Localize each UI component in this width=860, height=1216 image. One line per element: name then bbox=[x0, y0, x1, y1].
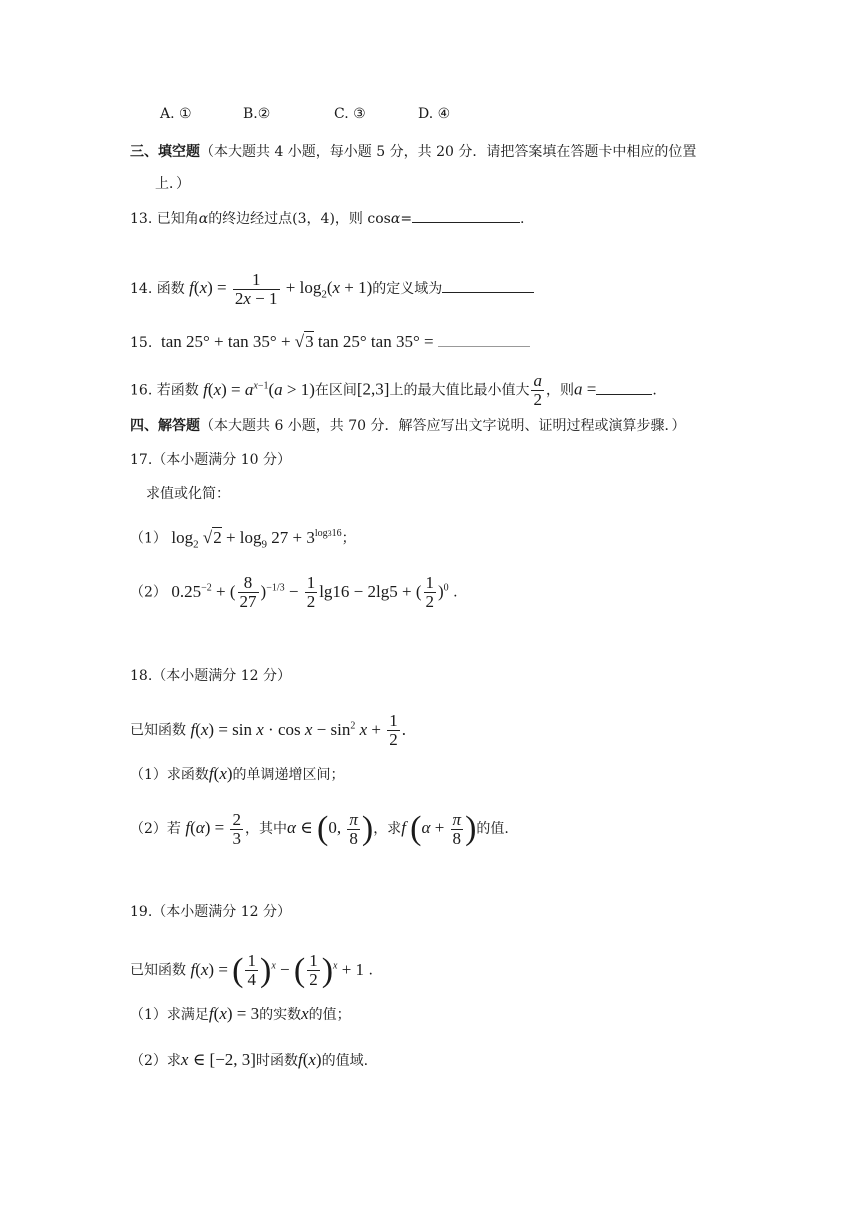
q16-number: 16. bbox=[130, 382, 153, 399]
question-14 bbox=[130, 268, 534, 314]
q19-formula: f(x) = ( $\frac{1}{4}$ )$^x$ − ( $\frac{1}{2}$ )$^x$ + 1 bbox=[190, 951, 365, 990]
question-16: 16. 若函数 $f(x) = a^{x-1}(a > 1)$在区间[2,3]上的最大值比最小值大 $\frac{a}{2}$ ，则a = . bbox=[130, 371, 657, 410]
q16-var-a: a bbox=[573, 379, 583, 399]
q17-header: 17.（本小题满分 10 分） bbox=[130, 452, 291, 468]
q18-p2-c: ，求 bbox=[373, 821, 402, 837]
q14-number: 14. bbox=[130, 281, 153, 297]
q15-number: 15. bbox=[130, 335, 153, 351]
q13-answer-blank[interactable] bbox=[412, 208, 520, 223]
q19-p1-eq: f(x) = 3 bbox=[208, 1004, 260, 1023]
q17-p1-formula: $\log_2 √2 + \log_9 27 + 3^{log316}$ bbox=[171, 527, 342, 551]
q19-part1 bbox=[130, 1004, 351, 1025]
option-a: A. ① bbox=[160, 106, 192, 122]
option-d: D. ④ bbox=[418, 106, 451, 122]
q17-part2: （2） $0.25^{-2}$ + ( $\frac{8}{27}$ )$^{-1/3}$ − $\frac{1}{2}$ lg16 − 2lg5 + ( $\frac{1}{2}$ )$^0$ . bbox=[130, 573, 458, 612]
q19-p2-c: 的值域. bbox=[321, 1053, 369, 1069]
q16-interval: [2,3] bbox=[356, 379, 390, 399]
option-c: C. ③ bbox=[334, 106, 366, 122]
q18-function bbox=[130, 706, 406, 751]
q18-p2-eq: f(α) = $\frac{2}{3}$ bbox=[185, 809, 241, 848]
q19-p1-c: 的值； bbox=[308, 1007, 351, 1023]
q15-answer-blank[interactable] bbox=[438, 332, 530, 347]
q14-lead: 函数 bbox=[156, 281, 185, 297]
q18-formula: $f(x) = \sin x \cdot \cos x - \sin^2 x$ + $\frac{1}{2}$ . bbox=[190, 711, 406, 750]
q18-p1-a: （1）求函数 bbox=[130, 767, 209, 783]
section4-title: 四、解答题 bbox=[130, 418, 200, 434]
section4-note: （本大题共 6 小题，共 70 分．解答应写出文字说明、证明过程或演算步骤．） bbox=[200, 418, 686, 434]
q19-p2-b: 时函数 bbox=[255, 1053, 298, 1069]
q18-part1 bbox=[130, 764, 345, 785]
q13-number: 13. bbox=[130, 211, 153, 227]
q18-lead: 已知函数 bbox=[130, 722, 186, 739]
q17-part1: （1） $\log_2 √2 + \log_9 27 + 3^{log316}$； bbox=[130, 527, 356, 551]
q19-p1-x: x bbox=[301, 1004, 309, 1023]
q18-header: 18.（本小题满分 12 分） bbox=[130, 668, 291, 684]
q16-answer-blank[interactable] bbox=[596, 380, 652, 395]
section4-header bbox=[130, 416, 686, 436]
q18-p2-domain: α ∈ (0, $\frac{\pi}{8}$ ) bbox=[286, 809, 374, 848]
q13-alpha: α bbox=[198, 211, 209, 227]
q18-p1-fx: f(x) bbox=[208, 764, 233, 783]
q19-function: 已知函数 f(x) = ( $\frac{1}{4}$ )$^x$ − ( $\frac{1}{2}$ )$^x$ + 1 . bbox=[130, 951, 373, 990]
q14-tail: 的定义域为 bbox=[372, 281, 443, 297]
q16-lead: 若函数 bbox=[156, 382, 199, 399]
q16-fraction: $\frac{a}{2}$ bbox=[533, 371, 542, 410]
q17-p2-label: （2） bbox=[130, 584, 167, 601]
q17-p1-label: （1） bbox=[130, 530, 167, 547]
q13-alpha-2: α bbox=[390, 211, 401, 227]
q17-intro: 求值或化简： bbox=[146, 486, 230, 502]
q13-end: . bbox=[520, 211, 525, 227]
question-15 bbox=[130, 332, 530, 353]
q19-p2-a: （2）求 bbox=[130, 1053, 181, 1069]
q18-p1-b: 的单调递增区间； bbox=[232, 767, 345, 783]
section3-note-cont: 上．） bbox=[155, 176, 190, 192]
section3-note: （本大题共 4 小题，每小题 5 分，共 20 分．请把答案填在答题卡中相应的位置 bbox=[200, 144, 697, 160]
q18-p2-target: f (α + $\frac{\pi}{8}$ ) bbox=[401, 809, 477, 848]
q16-mid2: 上的最大值比最小值大 bbox=[389, 382, 530, 399]
section3-title: 三、填空题 bbox=[130, 144, 200, 160]
q19-p1-a: （1）求满足 bbox=[130, 1007, 209, 1023]
q14-answer-blank[interactable] bbox=[442, 278, 534, 293]
question-13 bbox=[130, 208, 525, 229]
q19-p1-b: 的实数 bbox=[259, 1007, 302, 1023]
q18-p2-a: （2）若 bbox=[130, 821, 181, 837]
q18-p2-b: ，其中 bbox=[244, 821, 287, 837]
q16-mid3: ，则 bbox=[545, 382, 574, 399]
q19-header: 19.（本小题满分 12 分） bbox=[130, 904, 291, 920]
q13-text-a: 已知角 bbox=[156, 211, 199, 227]
q19-p2-domain: x ∈ [−2, 3] bbox=[180, 1050, 256, 1069]
q15-formula: tan 25° + tan 35° + √3 tan 25° tan 35° = bbox=[156, 332, 434, 351]
q16-end: . bbox=[652, 382, 657, 399]
q16-function: $f(x) = a^{x-1}(a > 1)$ bbox=[203, 379, 315, 399]
q13-text-b: 的终边经过点(3，4)，则 cos bbox=[208, 211, 391, 227]
q19-part2 bbox=[130, 1050, 368, 1071]
q19-lead: 已知函数 bbox=[130, 962, 186, 979]
q14-formula: f(x) = $\frac{1}{2x - 1}$ + $\log_2(x + 1)$ bbox=[189, 269, 373, 308]
q13-text-c: = bbox=[400, 211, 413, 227]
option-b: B.② bbox=[243, 106, 271, 122]
q17-p2-formula: $0.25^{-2}$ + ( $\frac{8}{27}$ )$^{-1/3}$ − $\frac{1}{2}$ lg16 − 2lg5 + ( $\frac{1}{2}$ )$^0$ bbox=[171, 573, 449, 612]
q16-mid1: 在区间 bbox=[314, 382, 357, 399]
section3-header bbox=[130, 142, 696, 162]
q18-part2 bbox=[130, 806, 509, 851]
q18-p2-d: 的值. bbox=[476, 821, 509, 837]
q19-p2-fx: f(x) bbox=[297, 1050, 322, 1069]
